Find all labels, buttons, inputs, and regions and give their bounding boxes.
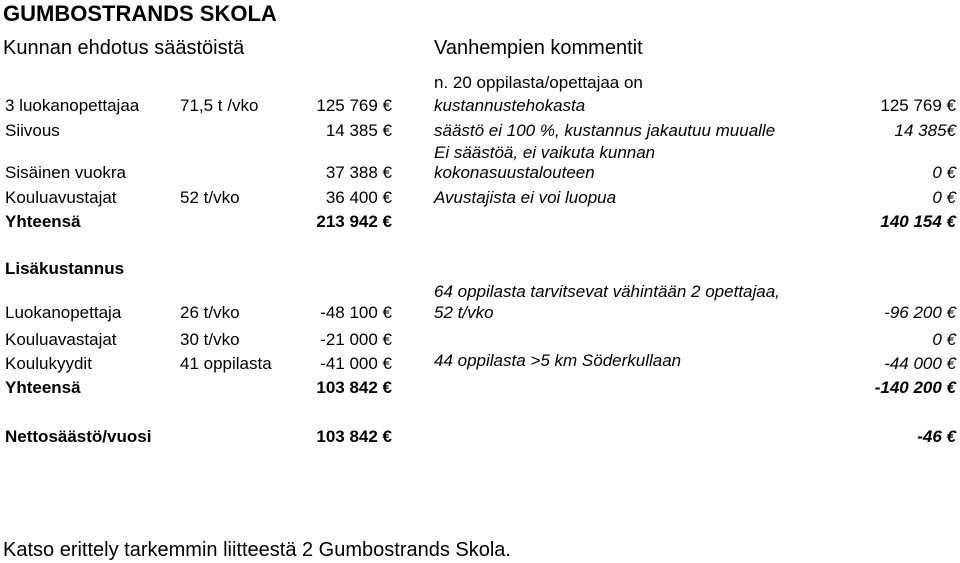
row-comment-line1: Avustajista ei voi luopua (434, 188, 617, 207)
row-comment-line2: 52 t/vko (434, 303, 494, 322)
row-rate: 71,5 t /vko (180, 96, 259, 115)
row-label: Kouluavastajat (5, 330, 117, 349)
row-parent-amount: 0 € (932, 188, 956, 207)
total-parent-amount: -140 200 € (874, 378, 956, 397)
footer-note: Katso erittely tarkemmin liitteestä 2 Gumbostrands Skola. (3, 539, 511, 561)
row-amount: 36 400 € (325, 188, 392, 207)
row-parent-amount: 0 € (932, 163, 956, 182)
row-label: Kouluavustajat (5, 188, 117, 207)
net-label: Nettosäästö/vuosi (5, 427, 152, 446)
row-amount: 37 388 € (325, 163, 392, 182)
net-amount: 103 842 € (316, 427, 392, 446)
row-rate: 52 t/vko (180, 188, 240, 207)
row-comment-line2: kokonasuustalouteen (434, 163, 595, 182)
row-comment-line2: kustannustehokasta (434, 96, 586, 115)
row-rate: 41 oppilasta (180, 354, 272, 373)
document-title: GUMBOSTRANDS SKOLA (3, 1, 277, 26)
row-comment-line1: säästö ei 100 %, kustannus jakautuu muualle (434, 121, 776, 140)
municipality-proposal-heading: Kunnan ehdotus säästöistä (3, 37, 245, 59)
row-amount: 125 769 € (316, 96, 392, 115)
row-comment-line1: Ei säästöä, ei vaikuta kunnan (434, 143, 656, 162)
row-label: Luokanopettaja (5, 303, 122, 322)
row-comment-line1: 64 oppilasta tarvitsevat vähintään 2 opettajaa, (434, 282, 780, 301)
row-amount: -48 100 € (320, 303, 392, 322)
row-comment-line1: 44 oppilasta >5 km Söderkullaan (434, 351, 682, 370)
row-parent-amount: -44 000 € (884, 354, 956, 373)
row-parent-amount: 0 € (932, 330, 956, 349)
row-parent-amount: 14 385€ (894, 121, 956, 140)
row-amount: -41 000 € (320, 354, 392, 373)
total-parent-amount: 140 154 € (880, 212, 956, 231)
total-amount: 103 842 € (316, 378, 392, 397)
additional-costs-heading: Lisäkustannus (5, 259, 125, 278)
row-label: Koulukyydit (5, 354, 92, 373)
row-rate: 26 t/vko (180, 303, 240, 322)
row-rate: 30 t/vko (180, 330, 240, 349)
row-amount: -21 000 € (320, 330, 392, 349)
parents-comments-heading: Vanhempien kommentit (434, 37, 643, 59)
row-comment-line1: n. 20 oppilasta/opettajaa on (434, 73, 643, 92)
row-label: 3 luokanopettajaa (5, 96, 140, 115)
total-label: Yhteensä (5, 212, 81, 231)
net-parent-amount: -46 € (917, 427, 956, 446)
total-label: Yhteensä (5, 378, 81, 397)
row-label: Sisäinen vuokra (5, 163, 126, 182)
row-parent-amount: 125 769 € (880, 96, 956, 115)
total-amount: 213 942 € (316, 212, 392, 231)
row-parent-amount: -96 200 € (884, 303, 956, 322)
row-amount: 14 385 € (325, 121, 392, 140)
row-label: Siivous (5, 121, 60, 140)
